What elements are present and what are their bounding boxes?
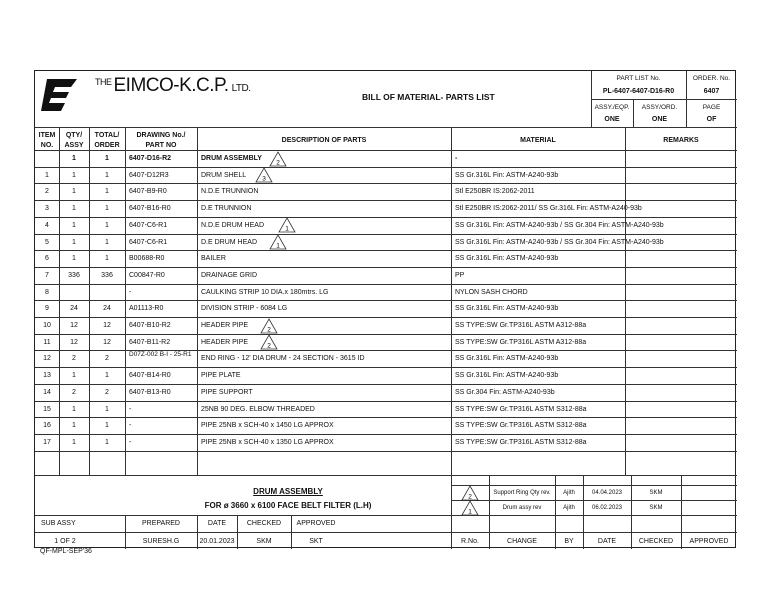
cell-total: 2 [105, 388, 109, 396]
assy-ord-label: ASSY/ORD. [641, 104, 678, 111]
cell-material: SS Gr.316L Fin: ASTM-A240-93b [455, 171, 559, 179]
rev-date: 06.02.2023 [591, 505, 623, 511]
rev-checked-header: CHECKED [638, 538, 674, 545]
revision-triangle-icon [269, 234, 287, 250]
cell-item: 12 [43, 355, 51, 363]
cell-material: SS TYPE:SW Gr.TP316L ASTM A312-88a [455, 322, 587, 329]
approved-value: SKT [309, 538, 323, 545]
cell-drawing: - [129, 288, 132, 296]
cell-item: 2 [45, 188, 49, 196]
cell-drawing: 6407-C6-R1 [129, 238, 168, 246]
prepared-value: SURESH.G [142, 538, 180, 545]
rev-by: Ajith [563, 505, 575, 511]
part-list-number: PL-6407-6407-D16-R0 [602, 88, 675, 95]
revision-triangle-icon [260, 334, 278, 350]
cell-drawing: - [129, 405, 132, 413]
cell-qty: 1 [72, 255, 76, 263]
cell-qty: 12 [70, 338, 78, 346]
cell-description: BAILER [201, 255, 226, 263]
revision-number: 3 [262, 175, 266, 183]
cell-drawing: 6407-C6-R1 [129, 221, 168, 229]
cell-material: SS Gr.316L Fin: ASTM-A240-93b [455, 355, 559, 363]
assy-eqp-label: ASSY./EQP. [594, 104, 630, 111]
rev-by-header: BY [564, 538, 574, 545]
assy-eqp-value: ONE [604, 116, 620, 123]
revision-number: 1 [285, 225, 289, 233]
cell-item: 5 [45, 238, 49, 246]
cell-drawing: A01113-R0 [129, 305, 164, 313]
cell-total: 12 [103, 322, 111, 329]
cell-item: 7 [45, 271, 49, 279]
cell-item: 11 [43, 338, 51, 346]
cell-item: 8 [45, 288, 49, 296]
cell-qty: 1 [72, 372, 76, 380]
cell-description: DIVISION STRIP - 6084 LG [201, 305, 288, 313]
cell-drawing: 6407-D16-R2 [129, 155, 172, 162]
document-title: BILL OF MATERIAL- PARTS LIST [362, 92, 495, 102]
cell-material: SS Gr.316L Fin: ASTM-A240-93b [455, 255, 559, 263]
cell-material: Stl E250BR IS:2062-2011/ SS Gr.316L Fin: ASTM-A240-93b [455, 205, 642, 213]
date-label: DATE [207, 520, 227, 527]
cell-item: 13 [43, 372, 51, 380]
rev-by: Ajith [563, 490, 575, 496]
col-material-header: MATERIAL [520, 137, 556, 144]
order-label: ORDER. No. [692, 75, 731, 82]
cell-item: 10 [43, 322, 51, 329]
checked-value: SKM [256, 538, 272, 545]
cell-total: 1 [105, 405, 109, 413]
part-list-label: PART LIST No. [616, 75, 661, 82]
cell-total: 1 [105, 255, 109, 263]
cell-total: 1 [105, 205, 109, 213]
cell-total: 1 [105, 155, 109, 162]
cell-description: PIPE 25NB x SCH-40 x 1350 LG APPROX [201, 438, 334, 446]
cell-qty: 1 [72, 171, 76, 179]
cell-qty: 12 [70, 322, 78, 329]
cell-qty: 2 [72, 388, 76, 396]
cell-material: NYLON SASH CHORD [455, 288, 528, 296]
cell-total: 336 [101, 271, 113, 279]
cell-qty: 24 [70, 305, 78, 313]
parts-list-sheet [34, 70, 736, 548]
cell-description: N.D.E DRUM HEAD [201, 221, 265, 229]
cell-total: 12 [103, 338, 111, 346]
cell-drawing: 6407-B13-R0 [129, 388, 171, 396]
cell-drawing: 6407-B14-R0 [129, 372, 171, 380]
order-number: 6407 [703, 88, 720, 95]
cell-item: 9 [45, 305, 49, 313]
rev-date: 04.04.2023 [591, 490, 623, 496]
revision-number: 2 [266, 342, 271, 350]
cell-qty: 1 [72, 188, 76, 196]
cell-drawing: - [129, 438, 132, 446]
cell-total: 1 [105, 238, 109, 246]
company-name: $^{THE}$ EIMCO-K.C.P. LTD. [95, 75, 251, 96]
revision-number: 2 [266, 326, 271, 333]
revision-number: 1 [468, 508, 472, 516]
prepared-label: PREPARED [142, 520, 180, 527]
revision-triangle-icon [461, 485, 479, 501]
cell-drawing: 6407-D12R3 [129, 171, 169, 179]
col-total-header: TOTAL/ ORDER [94, 132, 120, 149]
cell-material: Stl E250BR IS:2062-2011 [455, 188, 535, 196]
cell-drawing: - [129, 422, 132, 430]
cell-qty: 1 [72, 238, 76, 246]
cell-item: 17 [43, 438, 51, 446]
rev-checked: SKM [649, 505, 663, 511]
cell-item: 3 [45, 205, 49, 213]
cell-description: PIPE SUPPORT [201, 388, 253, 396]
assembly-title: DRUM ASSEMBLY [253, 487, 323, 496]
cell-total: 2 [105, 355, 109, 363]
form-code: QF-MPL-SEP'36 [40, 548, 92, 555]
col-description-header: DESCRIPTION OF PARTS [281, 137, 367, 144]
cell-qty: 1 [72, 422, 76, 430]
cell-drawing: 6407-B10-R2 [129, 322, 171, 329]
col-item-header: ITEM NO. [38, 132, 56, 149]
cell-material: SS Gr.316L Fin: ASTM-A240-93b / SS Gr.304 Fin: ASTM-A240-93b [455, 221, 664, 229]
cell-material: SS Gr.316L Fin: ASTM-A240-93b / SS Gr.304 Fin: ASTM-A240-93b [455, 238, 664, 246]
cell-item: 4 [45, 221, 49, 229]
cell-total: 1 [105, 171, 109, 179]
cell-material: SS TYPE:SW Gr.TP316L ASTM S312-88a [455, 405, 587, 413]
revision-triangle-icon [269, 151, 287, 167]
cell-description: PIPE PLATE [201, 372, 241, 380]
checked-label: CHECKED [246, 520, 282, 527]
cell-qty: 1 [72, 155, 76, 162]
cell-item: 1 [45, 171, 49, 179]
revision-triangle-icon [461, 500, 479, 516]
date-value: 20.01.2023 [199, 538, 235, 545]
revision-number: 1 [275, 242, 280, 250]
cell-qty: 1 [72, 438, 76, 446]
cell-total: 1 [105, 188, 109, 196]
revision-triangle-icon [278, 217, 296, 233]
rev-change-header: CHANGE [507, 538, 537, 545]
col-qty-header: QTY/ ASSY [64, 132, 84, 149]
cell-material: SS TYPE:SW Gr.TP316L ASTM S312-88a [455, 438, 587, 446]
cell-item: 6 [45, 255, 49, 263]
cell-qty: 1 [72, 405, 76, 413]
cell-description: HEADER PIPE [201, 322, 249, 329]
cell-description: 25NB 90 DEG. ELBOW THREADED [201, 405, 315, 413]
assy-ord-value: ONE [651, 116, 668, 123]
cell-description: D.E DRUM HEAD [201, 238, 258, 246]
cell-drawing: 6407-B16-R0 [129, 205, 171, 213]
cell-drawing: C00847-R0 [129, 271, 165, 279]
cell-material: SS TYPE:SW Gr.TP316L ASTM S312-88a [455, 422, 587, 430]
rev-approved-header: APPROVED [689, 538, 729, 545]
cell-description: HEADER PIPE [201, 338, 249, 346]
cell-qty: 1 [72, 221, 76, 229]
rev-change: Drum assy rev [502, 505, 542, 511]
cell-description: END RING - 12' DIA DRUM - 24 SECTION - 3615 ID [201, 355, 365, 363]
rev-date-header: DATE [597, 538, 617, 545]
sub-assy-value: 1 OF 2 [54, 538, 76, 545]
cell-total: 1 [105, 372, 109, 380]
cell-qty: 1 [72, 205, 76, 213]
assembly-subtitle: FOR ø 3660 x 6100 FACE BELT FILTER (L.H) [204, 501, 372, 510]
rev-no-header: R.No. [461, 538, 479, 545]
sub-assy-label: SUB ASSY [41, 520, 76, 527]
cell-qty: 2 [72, 355, 76, 363]
cell-material: SS Gr.316L Fin: ASTM-A240-93b [455, 305, 559, 313]
cell-drawing: D07Z-002 B-I - 25-R1 [129, 351, 192, 359]
cell-description: DRUM ASSEMBLY [201, 155, 262, 162]
cell-item: 14 [43, 388, 51, 396]
eimco-logo-icon [41, 79, 77, 111]
cell-total: 1 [105, 438, 109, 446]
cell-material: SS Gr.304 Fin: ASTM-A240-93b [455, 388, 555, 396]
cell-material: - [455, 155, 458, 162]
cell-drawing: 6407-B11-R2 [129, 338, 171, 346]
approved-label: APPROVED [296, 520, 336, 527]
cell-drawing: 6407-B9-R0 [129, 188, 167, 196]
cell-material: SS Gr.316L Fin: ASTM-A240-93b [455, 372, 559, 380]
revision-triangle-icon [255, 167, 273, 183]
cell-item: 16 [43, 422, 51, 430]
revision-number: 2 [275, 159, 280, 166]
page-label: PAGE [702, 104, 721, 111]
col-drawing-header: DRAWING No./ PART NO [136, 132, 186, 149]
cell-material: SS TYPE:SW Gr.TP316L ASTM A312-88a [455, 338, 587, 346]
cell-item: 15 [43, 405, 51, 413]
cell-material: PP [455, 271, 465, 279]
cell-description: N.D.E TRUNNION [201, 188, 259, 196]
cell-description: CAULKING STRIP 10 DIA.x 180mtrs. LG [201, 288, 329, 296]
cell-total: 1 [105, 221, 109, 229]
cell-qty: 336 [68, 271, 80, 279]
cell-drawing: B00688-R0 [129, 255, 165, 263]
page-value: OF [706, 116, 717, 123]
revision-triangle-icon [260, 318, 278, 334]
cell-description: DRUM SHELL [201, 171, 247, 179]
cell-description: DRAINAGE GRID [201, 271, 258, 279]
cell-total: 1 [105, 422, 109, 430]
col-remarks-header: REMARKS [663, 137, 699, 144]
cell-total: 24 [103, 305, 111, 313]
cell-description: PIPE 25NB x SCH-40 x 1450 LG APPROX [201, 422, 334, 430]
revision-number: 2 [468, 493, 472, 501]
cell-description: D.E TRUNNION [201, 205, 252, 213]
rev-change: Support Ring Qty rev. [493, 490, 551, 496]
rev-checked: SKM [649, 490, 663, 496]
